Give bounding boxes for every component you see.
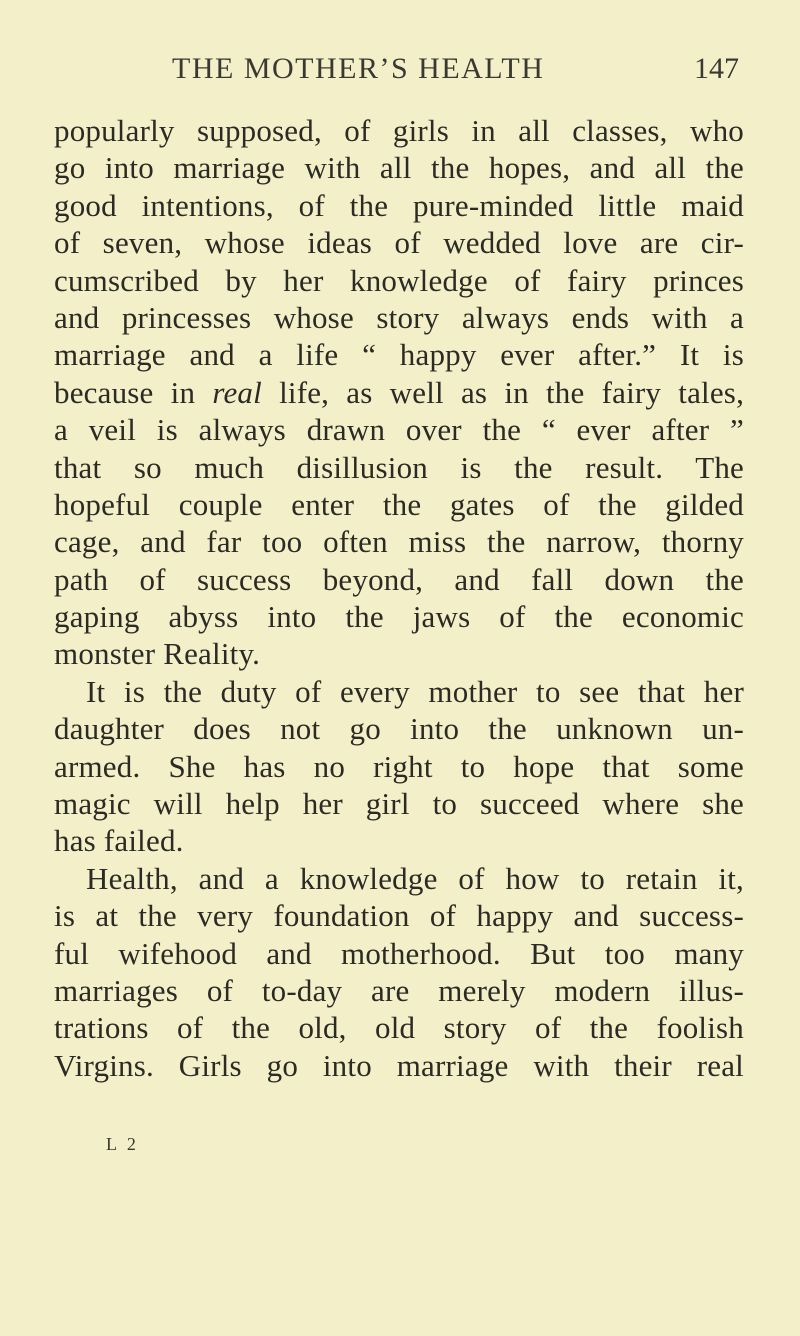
running-head [0,52,800,96]
paragraph-start: It is the duty of every mother to see that her [86,673,744,709]
text-line: Virgins. Girls go into marriage with their real [54,1047,744,1083]
text-line: go into marriage with all the hopes, and all the [54,150,744,186]
text-line: is at the very foundation of happy and success- [54,898,744,934]
emphasis-real: real [212,374,262,410]
running-title: THE MOTHER’S HEALTH [172,52,545,85]
text-line: ful wifehood and motherhood. But too many [54,935,744,971]
text-fragment: life, as well as in the fairy tales, [279,374,745,410]
text-line: daughter does not go into the unknown un- [54,711,744,747]
text-line: armed. She has no right to hope that some [54,748,744,784]
text-line: marriage and a life “ happy ever after.” It is [54,337,744,373]
text-line: has failed. [54,823,184,859]
text-line [54,374,744,411]
text-line: hopeful couple enter the gates of the gilded [54,486,744,522]
text-line: of seven, whose ideas of wedded love are cir- [54,225,744,261]
paragraph-start: Health, and a knowledge of how to retain it, [86,860,744,896]
text-line: gaping abyss into the jaws of the economic [54,599,744,635]
text-line: and princesses whose story always ends with a [54,299,744,335]
text-line: that so much disillusion is the result. The [54,449,744,485]
page-number: 147 [694,52,739,85]
signature-mark: L 2 [106,1134,139,1154]
text-line: trations of the old, old story of the foolish [54,1010,744,1046]
body-text [54,112,744,1084]
text-line: magic will help her girl to succeed where she [54,786,744,822]
text-line: popularly supposed, of girls in all classes, who [54,113,744,148]
text-line: good intentions, of the pure-minded little maid [54,187,744,223]
text-line: a veil is always drawn over the “ ever after ” [54,412,744,448]
text-line: cumscribed by her knowledge of fairy princes [54,262,744,298]
text-line: monster Reality. [54,636,261,672]
text-fragment: because in [54,374,196,410]
text-line: cage, and far too often miss the narrow, thorny [54,524,744,560]
text-line: path of success beyond, and fall down the [54,561,744,597]
text-line: marriages of to-day are merely modern illus- [54,972,744,1008]
